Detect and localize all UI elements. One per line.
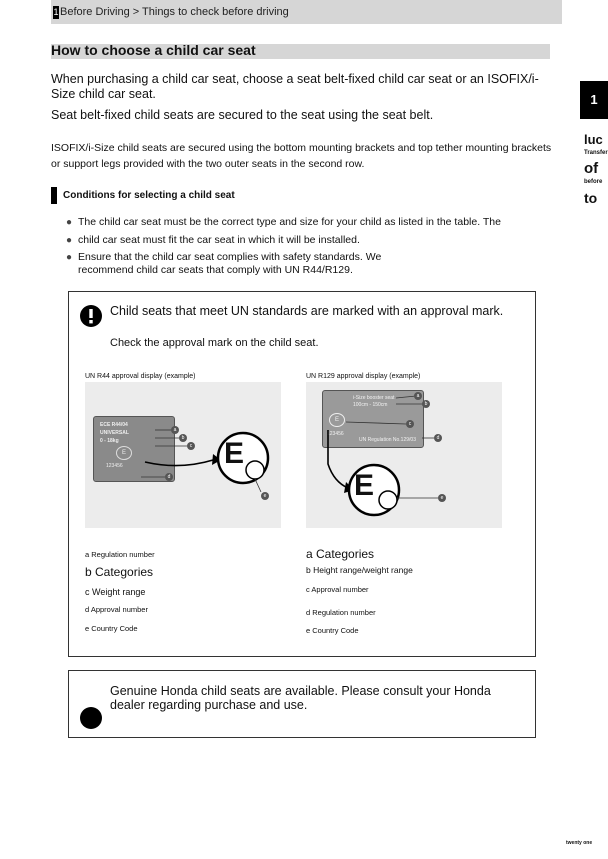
honda-seats-note [68, 670, 536, 738]
callout-a: a [414, 392, 422, 400]
bullet-icon: ● [66, 217, 73, 228]
side-index-word: of [584, 160, 599, 177]
section-title-text: How to choose a child car seat [51, 42, 256, 58]
r44-label-line: UNIVERSAL [100, 430, 129, 436]
r129-label-line: 123456 [327, 431, 344, 437]
note-subtitle: Check the approval mark on the child seat. [110, 337, 319, 349]
r129-legend-b: b Height range/weight range [306, 565, 413, 575]
r44-small-mark: E [116, 446, 132, 460]
r129-small-mark: E [329, 413, 345, 427]
approval-mark-note [68, 291, 536, 657]
list-item [66, 251, 388, 277]
callout-c: c [406, 420, 414, 428]
r44-label-line: 0 - 18kg [100, 438, 119, 444]
callout-e: e [261, 492, 269, 500]
r129-label-line: i-Size booster seat [353, 395, 395, 401]
page-header [51, 0, 562, 24]
r129-legend-a: a Categories [306, 547, 375, 561]
r129-label-line: UN Regulation No.129/03 [359, 437, 416, 443]
bullet-icon: ● [66, 252, 73, 263]
r44-legend-b: b Categories [85, 565, 154, 579]
callout-d: d [165, 473, 173, 481]
chapter-tab[interactable]: 1 [580, 81, 608, 119]
r129-approval-mark: E [354, 469, 375, 502]
r44-label-line: ECE R44/04 [100, 422, 128, 428]
list-item [66, 234, 558, 247]
r44-caption: UN R44 approval display (example) [85, 373, 196, 380]
callout-b: b [179, 434, 187, 442]
r44-legend-d: d Approval number [85, 605, 148, 614]
side-index-word: before [584, 179, 603, 185]
r44-label-line: 123456 [106, 463, 123, 469]
note-title: Child seats that meet UN standards are marked with an approval mark. [110, 304, 504, 318]
info-icon [79, 706, 103, 730]
r44-legend-e: e Country Code [85, 624, 138, 633]
section-title [51, 44, 550, 59]
r129-legend-d: d Regulation number [306, 608, 376, 617]
warning-icon [79, 304, 103, 328]
r129-figure [306, 382, 502, 528]
list-item [66, 216, 558, 229]
callout-b: b [422, 400, 430, 408]
callout-e: e [438, 494, 446, 502]
side-index-word: luc [584, 132, 603, 147]
isofix-paragraph: ISOFIX/i-Size child seats are secured using the bottom mounting brackets and top tether mounting brackets or support legs provided with the two outer seats in the second row. [51, 142, 552, 170]
side-index-word: Transfer [584, 150, 608, 156]
r44-diagram [85, 382, 281, 528]
callout-c: c [187, 442, 195, 450]
conditions-marker [51, 187, 57, 204]
r129-legend-c: c Approval number [306, 585, 369, 594]
r129-legend-e: e Country Code [306, 626, 359, 635]
breadcrumb: Before Driving > Things to check before driving [60, 6, 289, 18]
seatbelt-paragraph: Seat belt-fixed child seats are secured to the seat using the seat belt. [51, 108, 434, 122]
callout-a: a [171, 426, 179, 434]
side-index-word: to [584, 190, 598, 206]
list-item-text: The child car seat must be the correct type and size for your child as listed in the table. The [78, 216, 501, 228]
list-item-text: Ensure that the child car seat complies with safety standards. We recommend child car seats that comply with UN R44/R129. [78, 251, 382, 276]
list-item-text: child car seat must fit the car seat in which it will be installed. [78, 234, 360, 246]
r44-legend-a: a Regulation number [85, 550, 155, 559]
r44-legend-c: c Weight range [85, 587, 146, 597]
conditions-title: Conditions for selecting a child seat [63, 190, 235, 201]
chapter-number: 1 [53, 7, 59, 17]
r129-caption: UN R129 approval display (example) [306, 373, 421, 380]
r129-label-line: 100cm - 150cm [353, 402, 388, 408]
callout-d: d [434, 434, 442, 442]
honda-note-text: Genuine Honda child seats are available. Please consult your Honda dealer regarding purchase and use. [110, 684, 491, 712]
r44-approval-mark: E [224, 437, 245, 470]
intro-paragraph: When purchasing a child car seat, choose a seat belt-fixed child car seat or an ISOFIX/i-Size child car seat. [51, 72, 539, 101]
r44-figure [85, 382, 281, 528]
r129-diagram [306, 382, 502, 528]
bullet-icon: ● [66, 235, 73, 246]
page-number: twenty one [566, 840, 593, 846]
